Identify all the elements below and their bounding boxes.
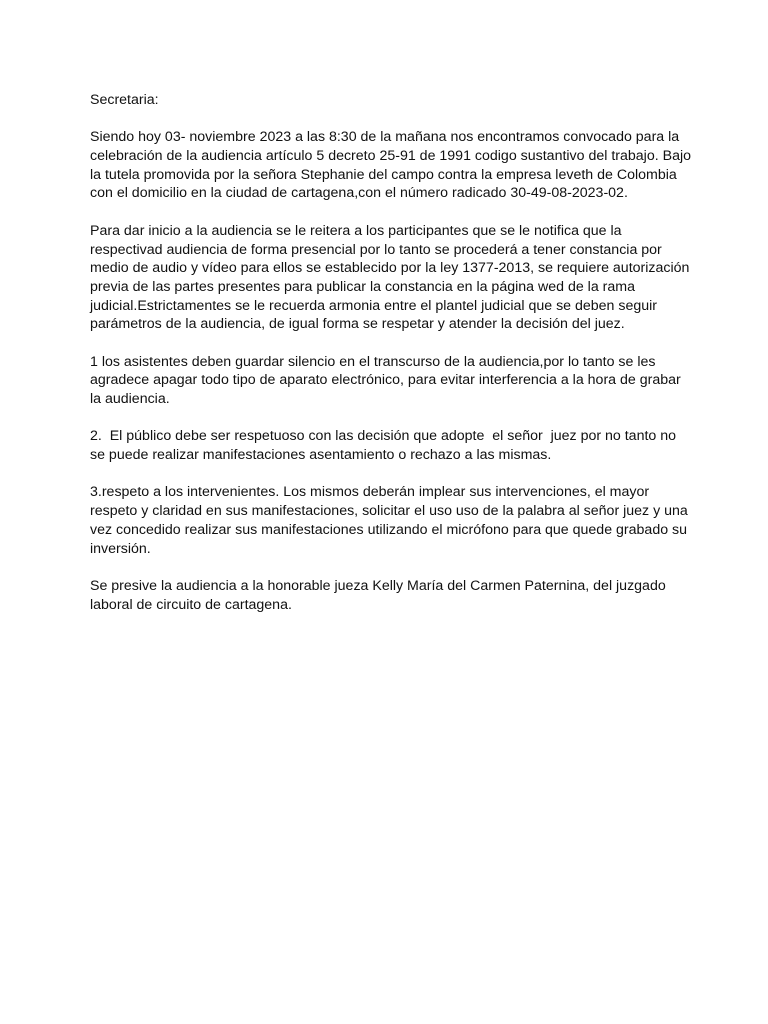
paragraph-line: se puede realizar manifestaciones asentamiento o rechazo a las mismas. [90,447,552,464]
paragraph-rule-3 [90,483,690,558]
paragraph-rule-1 [90,353,690,409]
paragraph-line: laboral de circuito de cartagena. [90,596,292,613]
paragraph-closing [90,577,690,614]
paragraph-rule-2 [90,427,690,464]
paragraph-line: la tutela promovida por la señora Stephanie del campo contra la empresa leveth de Colombia [90,166,677,183]
paragraph-line: vez concedido realizar sus manifestaciones utilizando el micrófono para que quede grabado su [90,521,688,538]
paragraph-line: respeto y claridad en sus manifestaciones, solicitar el uso uso de la palabra al señor juez y una [90,503,688,520]
paragraph-line: medio de audio y vídeo para ellos se establecido por la ley 1377-2013, se requiere autorización [90,260,690,277]
paragraph-line: la audiencia. [90,391,170,407]
document-body [90,91,690,633]
paragraph-line: previa de las partes presentes para publicar la constancia en la página wed de la rama [90,278,635,295]
paragraph-line: 2. El público debe ser respetuoso con las decisión que adopte el señor juez por no tanto no [90,428,677,445]
paragraph-line: Se presive la audiencia a la honorable jueza Kelly María del Carmen Paternina, del juzgado [90,577,666,594]
paragraph-line: agradece apagar todo tipo de aparato electrónico, para evitar interferencia a la hora de grabar [90,372,681,389]
paragraph-line: Para dar inicio a la audiencia se le reitera a los participantes que se le notifica que la [90,222,622,239]
paragraph-line: con el domicilio en la ciudad de cartagena,con el número radicado 30-49-08-2023-02. [90,185,628,202]
paragraph-line: 1 los asistentes deben guardar silencio en el transcurso de la audiencia,por lo tanto se les [90,353,656,370]
paragraph-line: Siendo hoy 03- noviembre 2023 a las 8:30 de la mañana nos encontramos convocado para la [90,129,680,146]
document-heading [90,91,690,110]
paragraph-line: respectivad audiencia de forma presencial por lo tanto se procederá a tener constancia por [90,241,662,258]
paragraph-line: judicial.Estrictamentes se le recuerda armonia entre el plantel judicial que se deben seguir [90,297,658,314]
paragraph-opening [90,222,690,334]
paragraph-line: parámetros de la audiencia, de igual forma se respetar y atender la decisión del juez. [90,316,625,333]
paragraph-intro [90,128,690,203]
heading-text: Secretaria: [90,92,159,108]
paragraph-line: celebración de la audiencia artículo 5 decreto 25-91 de 1991 codigo sustantivo del trabajo. Bajo [90,148,692,165]
paragraph-line: 3.respeto a los intervenientes. Los mismos deberán implear sus intervenciones, el mayor [90,484,650,501]
paragraph-line: inversión. [90,540,151,557]
